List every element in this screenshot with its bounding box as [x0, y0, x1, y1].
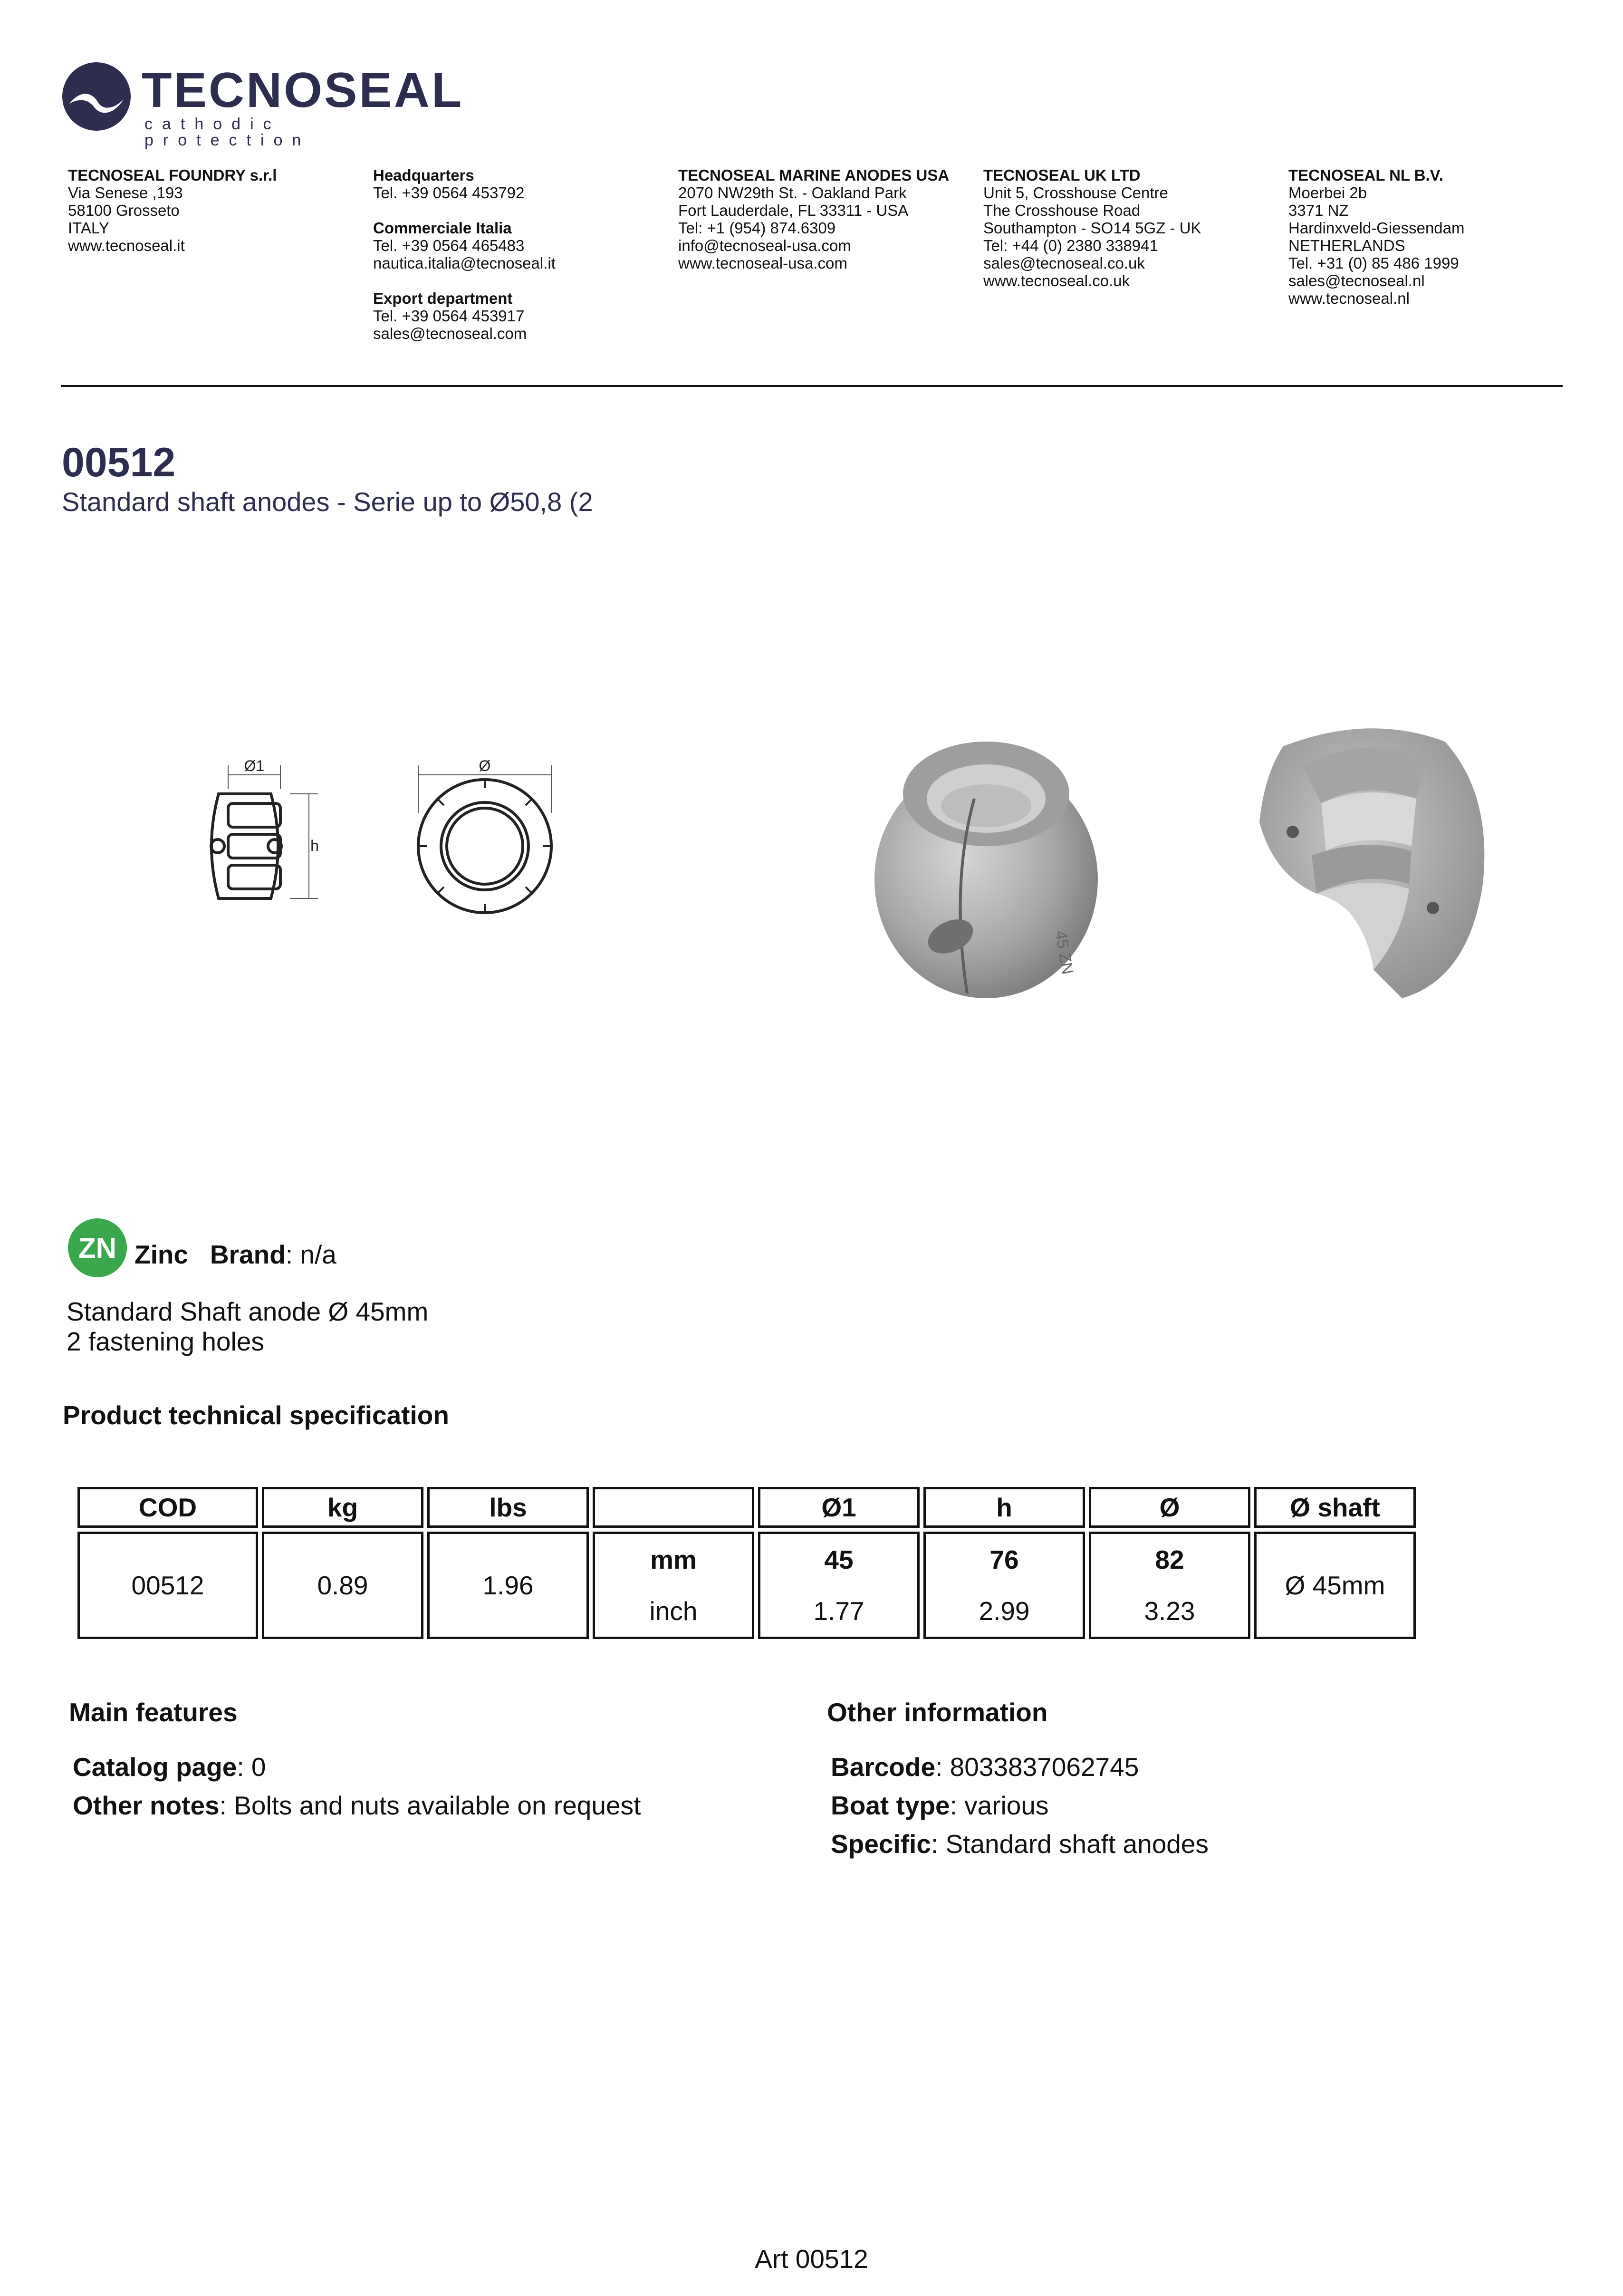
contact-line: TECNOSEAL UK LTD: [983, 166, 1141, 184]
header-lbs: lbs: [427, 1487, 589, 1528]
feature-label: Catalog page: [73, 1752, 237, 1782]
cell-d: [1089, 1532, 1250, 1639]
dimension-label-d: Ø: [479, 757, 491, 774]
contact-line: TECNOSEAL MARINE ANODES USA: [678, 166, 950, 184]
contact-line: Tel. +39 0564 453917: [373, 307, 525, 325]
contact-line: Fort Lauderdale, FL 33311 - USA: [678, 202, 909, 219]
spec-data-row: [77, 1532, 1416, 1639]
header-h: h: [923, 1487, 1085, 1528]
material-name: Zinc: [134, 1240, 189, 1269]
brand-tagline: cathodic protection: [144, 115, 311, 149]
info-value: : Standard shaft anodes: [931, 1829, 1209, 1859]
contact-line: 3371 NZ: [1288, 202, 1349, 219]
contact-foundry: [68, 166, 363, 254]
contact-line: TECNOSEAL NL B.V.: [1288, 166, 1443, 184]
product-subtitle: Standard shaft anodes - Serie up to Ø50,8 (2: [62, 487, 593, 517]
d-mm: 82: [1155, 1545, 1184, 1574]
cell-shaft: Ø 45mm: [1254, 1532, 1416, 1639]
feature-other-notes: [73, 1786, 641, 1825]
contact-line: Export department: [373, 289, 513, 307]
contact-headquarters: [373, 166, 668, 342]
dimension-label-h: h: [310, 837, 319, 854]
contact-line: Southampton - SO14 5GZ - UK: [983, 219, 1201, 237]
contact-line: Tel. +31 (0) 85 486 1999: [1288, 254, 1459, 272]
tecnoseal-wave-icon: [61, 61, 132, 132]
contact-link[interactable]: www.tecnoseal-usa.com: [678, 254, 847, 272]
technical-drawing: [190, 756, 580, 941]
cell-units: [593, 1532, 754, 1639]
contact-line: Headquarters: [373, 166, 474, 184]
contact-line: Commerciale Italia: [373, 219, 512, 237]
contact-line: The Crosshouse Road: [983, 202, 1141, 219]
contact-link[interactable]: sales@tecnoseal.com: [373, 325, 527, 342]
description-line: Standard Shaft anode Ø 45mm: [67, 1297, 429, 1326]
contact-spacer: [373, 202, 668, 219]
d1-mm: 45: [824, 1545, 854, 1574]
contact-link[interactable]: www.tecnoseal.it: [68, 237, 185, 254]
info-value: : various: [950, 1791, 1049, 1820]
anode-photo-inside: [1245, 713, 1492, 1008]
zinc-badge: ZN: [68, 1218, 127, 1277]
product-description: [67, 1297, 428, 1357]
anode-stamp: 45 ZN: [1051, 929, 1077, 976]
contact-usa: [678, 166, 973, 272]
h-inch: 2.99: [979, 1596, 1030, 1626]
contact-uk: [983, 166, 1278, 289]
contact-line: Tel: +44 (0) 2380 338941: [983, 237, 1158, 254]
info-boat-type: [831, 1786, 1209, 1825]
material-line: [134, 1242, 336, 1268]
spec-heading: Product technical specification: [63, 1400, 449, 1430]
spec-table: [74, 1483, 1420, 1643]
contact-line: ITALY: [68, 219, 109, 237]
cell-d1: [758, 1532, 920, 1639]
description-line: 2 fastening holes: [67, 1327, 264, 1356]
info-label: Barcode: [831, 1752, 936, 1782]
contact-line: Tel. +39 0564 465483: [373, 237, 525, 254]
brand-label: Brand: [210, 1240, 286, 1269]
contact-line: 58100 Grosseto: [68, 202, 180, 219]
header-unit: [593, 1487, 754, 1528]
feature-label: Other notes: [73, 1791, 220, 1820]
d1-inch: 1.77: [813, 1596, 864, 1626]
info-value: : 8033837062745: [935, 1752, 1139, 1782]
contact-line: Moerbei 2b: [1288, 184, 1367, 202]
contact-line: Tel: +1 (954) 874.6309: [678, 219, 836, 237]
main-features-list: [73, 1748, 641, 1825]
feature-catalog-page: [73, 1748, 641, 1786]
brand-name: TECNOSEAL: [142, 63, 464, 118]
dimension-label-d1: Ø1: [244, 757, 265, 774]
page-footer: Art 00512: [755, 2244, 868, 2274]
product-code: 00512: [62, 440, 176, 485]
d-inch: 3.23: [1144, 1596, 1195, 1626]
contact-link[interactable]: nautica.italia@tecnoseal.it: [373, 254, 556, 272]
contact-line: Via Senese ,193: [68, 184, 183, 202]
h-mm: 76: [989, 1545, 1019, 1574]
header-shaft: Ø shaft: [1254, 1487, 1416, 1528]
other-information-list: [831, 1748, 1209, 1863]
contact-link[interactable]: www.tecnoseal.co.uk: [983, 272, 1130, 289]
cell-h: [923, 1532, 1085, 1639]
header-d1: Ø1: [758, 1487, 920, 1528]
cell-kg: 0.89: [262, 1532, 423, 1639]
contact-line: Hardinxveld-Giessendam: [1288, 219, 1465, 237]
info-label: Specific: [831, 1829, 931, 1859]
info-label: Boat type: [831, 1791, 950, 1820]
other-information-heading: Other information: [827, 1698, 1048, 1727]
spec-header-row: [77, 1487, 1416, 1528]
contact-line: NETHERLANDS: [1288, 237, 1405, 254]
header-d: Ø: [1089, 1487, 1250, 1528]
contact-line: Tel. +39 0564 453792: [373, 184, 525, 202]
contact-link[interactable]: sales@tecnoseal.nl: [1288, 272, 1425, 289]
anode-photo-front: [867, 727, 1105, 1003]
contact-line: 2070 NW29th St. - Oakland Park: [678, 184, 907, 202]
cell-lbs: 1.96: [427, 1532, 589, 1639]
unit-mm: mm: [650, 1545, 697, 1574]
info-barcode: [831, 1748, 1209, 1786]
feature-value: : 0: [237, 1752, 266, 1782]
contact-link[interactable]: sales@tecnoseal.co.uk: [983, 254, 1145, 272]
header-kg: kg: [262, 1487, 423, 1528]
cell-cod: 00512: [77, 1532, 258, 1639]
tecnoseal-logo: [61, 61, 464, 149]
contact-nl: [1288, 166, 1583, 307]
info-specific: [831, 1825, 1209, 1863]
contact-line: TECNOSEAL FOUNDRY s.r.l: [68, 166, 277, 184]
contact-link[interactable]: info@tecnoseal-usa.com: [678, 237, 851, 254]
header-divider: [61, 385, 1563, 387]
contact-link[interactable]: www.tecnoseal.nl: [1288, 289, 1410, 307]
contact-spacer: [373, 272, 668, 289]
unit-inch: inch: [649, 1596, 698, 1626]
contact-line: Unit 5, Crosshouse Centre: [983, 184, 1168, 202]
header-cod: COD: [77, 1487, 258, 1528]
feature-value: : Bolts and nuts available on request: [219, 1791, 641, 1820]
main-features-heading: Main features: [69, 1698, 238, 1727]
brand-value: : n/a: [285, 1240, 336, 1269]
